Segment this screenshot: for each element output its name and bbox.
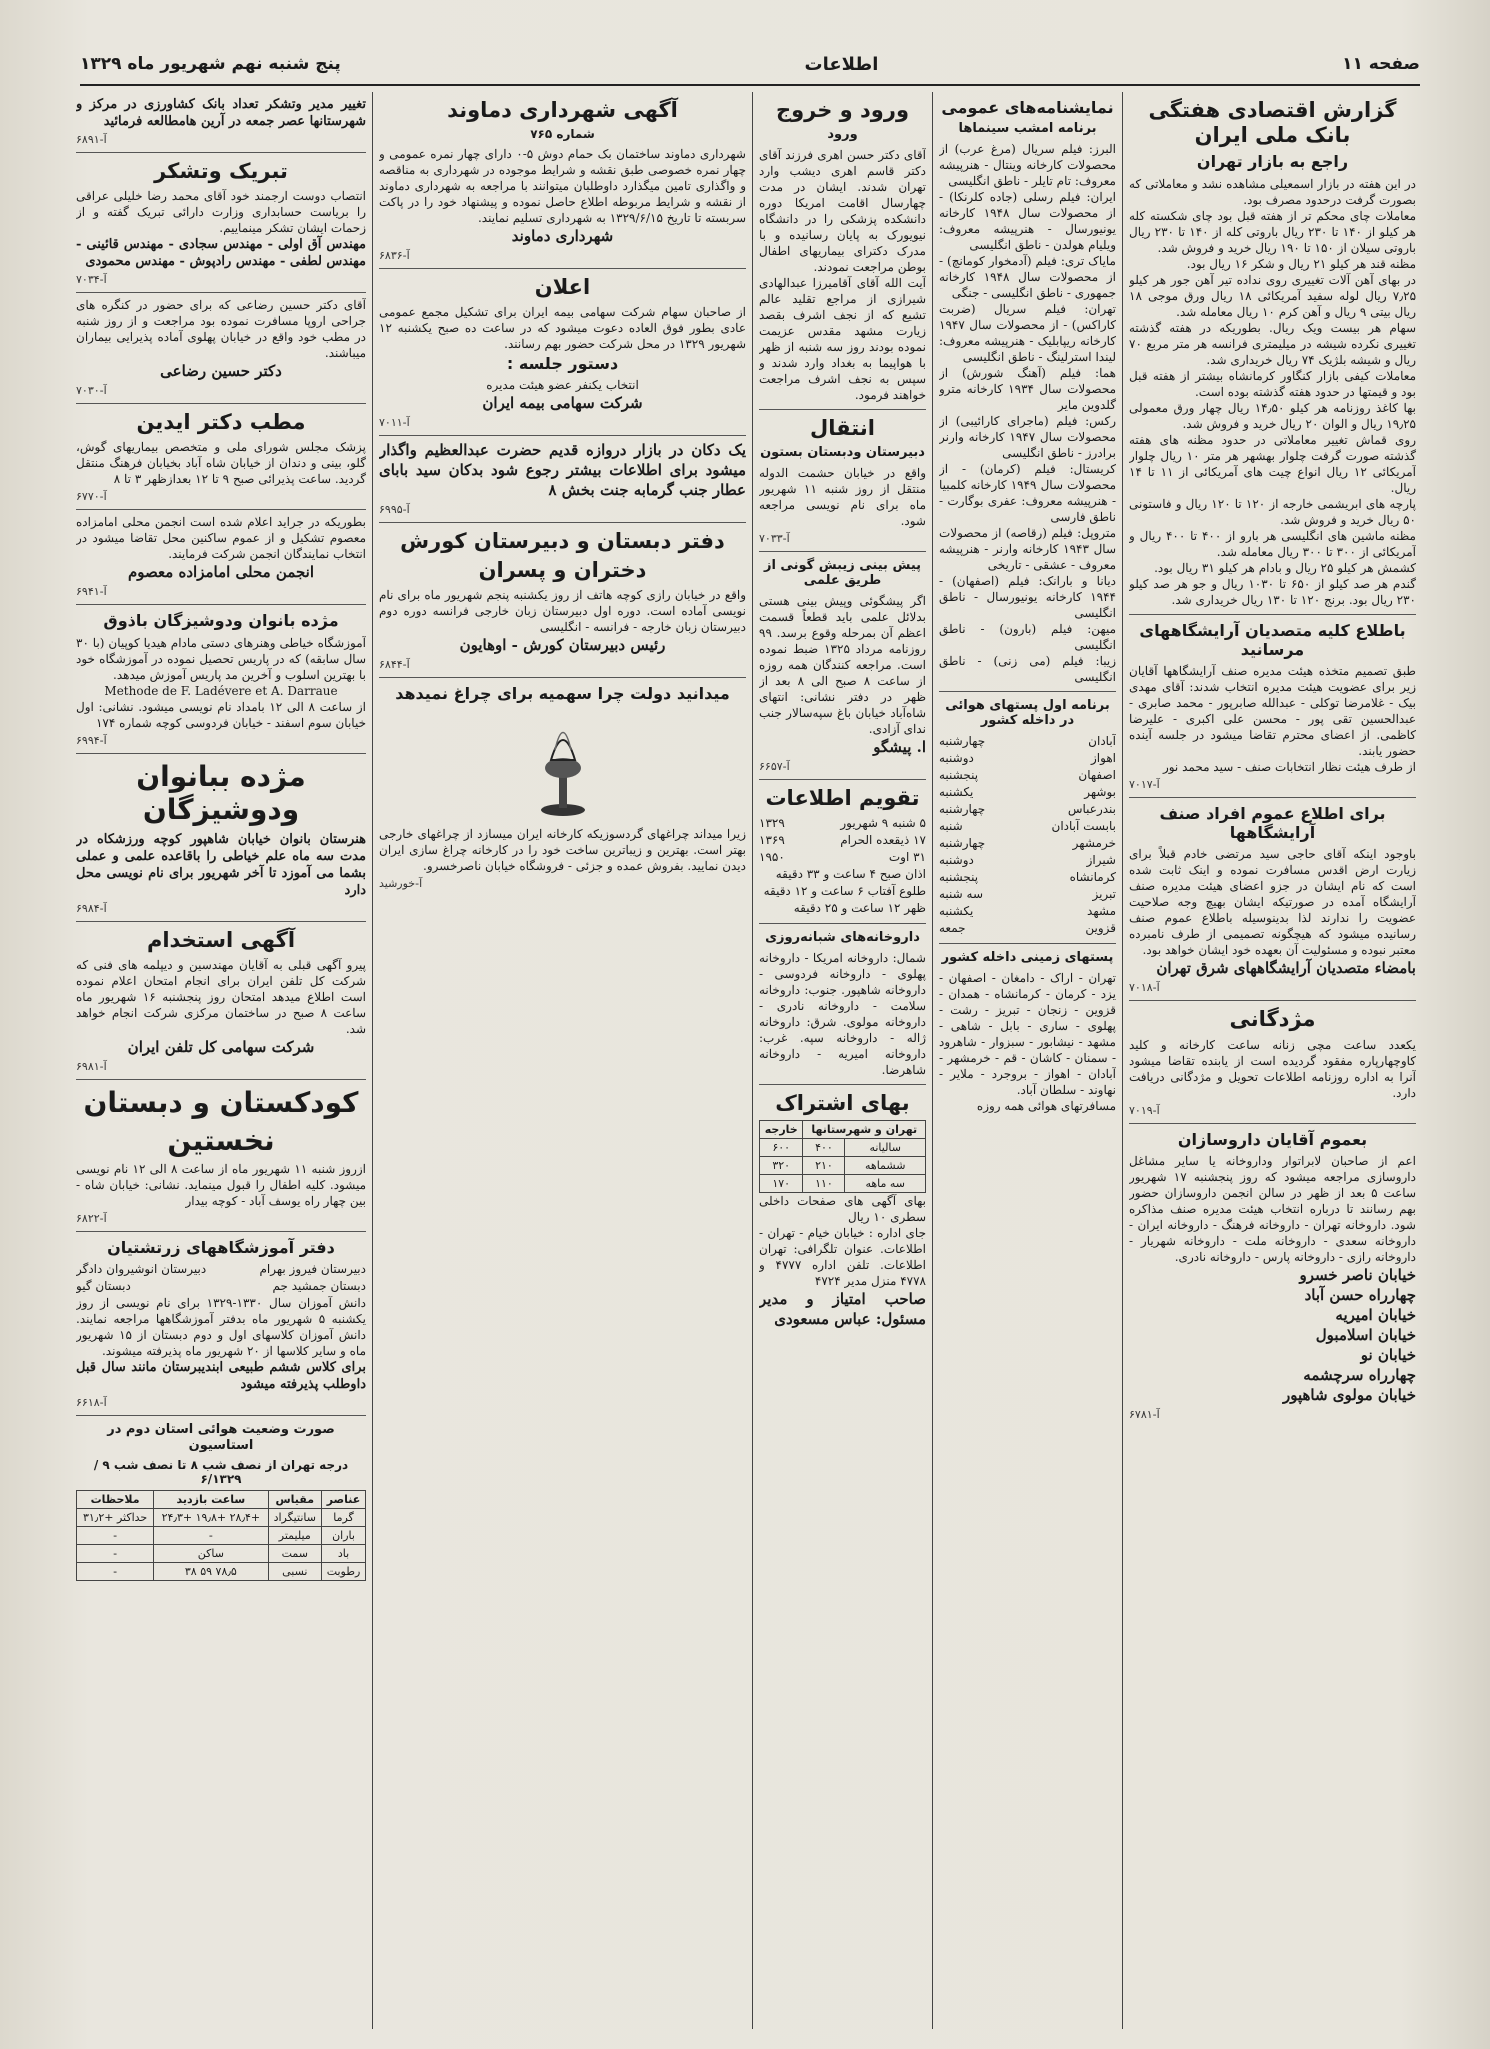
hire-body: پیرو آگهی قبلی به آقایان مهندسین و دیپلمه های فنی که شرکت کل تلفن ایران برای انجام امتحان اعلام نموده است اطلاع میدهد امتحان روز پنجشنبه ۱۶ شهریور ماه ساعت ۸ صبح در ساختمان مرکزی شرکت انجام خواهد شد. [76, 957, 366, 1036]
ad-code: آ-۶۹۹۴ [76, 733, 107, 747]
doctor-body: آقای دکتر حسین رضاعی که برای حضور در کنگره های جراحی اروپا مسافرت نموده بود مراجعت و از روز شنبه در مطب خود واقع در خیابان پهلوی آماده پذیرایی بیماران میباشند. [76, 298, 366, 361]
calendar-row: ظهر ۱۲ ساعت و ۲۵ دقیقه [793, 900, 926, 915]
school-row: دبیرستان فیروز بهرام دبیرستان انوشیروان دادگر [76, 1262, 366, 1277]
oil-lamp-icon [533, 710, 593, 820]
cinema-title: نمایشنامه‌های عمومی [941, 98, 1114, 117]
agenda-body: انتخاب یکنفر عضو هیئت مدیره [486, 377, 639, 392]
kindergarten-body: ازروز شنبه ۱۱ شهریور ماه از ساعت ۸ الی ۱۲ نام نویسی میشود. کلیه اطفال را قبول مینماید. نشانی: خیابان شاه - بین چهار راه یوسف آباد - کوچه بیدار [76, 1162, 366, 1209]
night-pharmacies-title: داروخانه‌های شبانه‌روزی [765, 929, 920, 945]
column-economic [1122, 92, 1422, 2029]
report-paragraph: پارچه های ابریشمی خارجه از ۱۲۰ تا ۱۲۰ ریال و فاستونی ۵۰ ریال خرید و فروش شد. [1129, 496, 1416, 527]
column-notices [372, 92, 752, 2029]
hire-title: آگهی استخدام [146, 927, 296, 952]
cinema-entry: متروپل: فیلم (رقاصه) از محصولات سال ۱۹۴۳ کارخانه وارنر - هنرپیشه معروف - عشقی - تاریخی [939, 525, 1116, 572]
barbers-notice-title: باطلاع کلیه متصدیان آرایشگاههای مرسانید [1139, 620, 1406, 659]
calendar [759, 780, 926, 924]
ad-code: آ-۶۶۵۷ [759, 759, 790, 773]
clinic-title: مطب دکتر ایدین [136, 410, 306, 435]
cinema-entry: تهران: فیلم سریال (ضربت کاراکس) - از محصولات سال ۱۹۴۷ کارخانه ریپابلیک - هنرپیشه معروف: لیندا استرلینگ - ناطق انگلیسی [939, 301, 1116, 364]
congrats-body: انتصاب دوست ارجمند خود آقای محمد رضا خلیلی عراقی را بریاست حسابداری وزارت دارائی تبریک گفته و از زحمات ایشان تشکر مینماییم. [76, 189, 366, 236]
forecast-title: پیش بینی زیبش گونی از طریق علمی [763, 557, 922, 589]
economic-report [1129, 92, 1416, 615]
issue-date: پنج شنبه نهم شهریور ماه ۱۳۲۹ [80, 54, 341, 74]
hire-notice [76, 922, 366, 1080]
congrats-title: تبریک وتشکر [154, 159, 288, 183]
calendar-row: ۱۷ ذیقعده الحرام ۱۳۶۹ [759, 832, 926, 847]
ad-code: آ-۶۹۸۱ [76, 1059, 107, 1073]
doctor-notice [76, 293, 366, 404]
column-cinemas [932, 92, 1122, 2029]
barbers-public-notice [1129, 798, 1416, 1001]
report-paragraph: کشمش هر کیلو ۲۵ ریال و بادام هر کیلو ۳۱ ریال بود. [1154, 560, 1416, 575]
lamp-title: میدانید دولت چرا سهمیه برای چراغ نمیدهد [395, 684, 730, 704]
weather-header: مقیاس [268, 1491, 321, 1509]
office-address: جای اداره : خیابان خیام - تهران - اطلاعات. عنوان تلگرافی: تهران اطلاعات. تلفن اداره ۴۷۷۷ و ۴۷۷۸ منزل مدیر ۴۷۲۴ [759, 1225, 926, 1288]
report-paragraph: روی قماش تغییر معاملاتی در حدود مظنه های هفته گذشته صورت گرفت چلوار بهشهر هر متر ۱۰ ریال چلوار آمریکائی ۱۲ ریال انواع چیت های آمریکائی از ۱۱ تا ۱۴ ریال. [1129, 432, 1416, 495]
report-subtitle: راجع به بازار تهران [1196, 152, 1349, 172]
pharmacists-title: بعموم آقایان داروسازان [1177, 1129, 1368, 1149]
columns [70, 92, 1422, 2029]
ad-code: آ-۶۸۳۶ [379, 248, 410, 262]
flight-row: شیراز دوشنبه [939, 852, 1116, 867]
clinic-body: پزشک مجلس شورای ملی و متخصص بیماریهای گوش، گلو، بینی و دندان از خیابان شاه آباد بخیابان فرهنگ منتقل گردید. ساعت پذیرائی صبح ۹ تا ۱۲ بعدازظهر ۳ تا ۸ [76, 440, 366, 487]
insurance-title: اعلان [534, 274, 591, 299]
ad-code: آ-۷۰۳۴ [76, 273, 107, 287]
report-paragraph: در این هفته در بازار اسمعیلی مشاهده نشد و معاملاتی که بصورت گرفت درحدود مصرف بود. [1129, 176, 1416, 207]
ad-code: آ-۶۹۹۵ [379, 502, 410, 516]
ad-code: آ-۶۷۷۰ [76, 490, 107, 504]
lamp-body: زیرا میداند چراغهای گردسوزیکه کارخانه ایران میسازد از چراغهای خارجی بهتر است. بهترین و زیباترین ساخت خود را در کارخانه چراغ سازی ایران دیدن نمایید. بفروش عمده و جزئی - فروشگاه خیابان ناصرخسرو. [379, 826, 746, 873]
calendar-row: طلوع آفتاب ۶ ساعت و ۱۲ دقیقه [763, 883, 926, 898]
ad-code: آ-۷۰۱۸ [1129, 981, 1160, 995]
art-school [76, 754, 366, 922]
arrivals-subtitle: ورود [827, 127, 858, 143]
ground-post [939, 944, 1116, 2029]
report-paragraph: گندم هر صد کیلو از ۶۵۰ تا ۱۰۳۰ ریال و جو هر صد کیلو ۲۳۰ ریال بود. برنج ۱۲۰ تا ۱۳۰ ریال خریداری شد. [1129, 576, 1416, 607]
reward-body: یکعدد ساعت مچی زنانه ساعت کارخانه و کلید کاوچهارپاره مفقود گردیده است از یابنده تقاضا میشود آنرا به اداره روزنامه اطلاعات تحویل و مژدگانی دریافت دارد. [1129, 1037, 1416, 1100]
ad-code: آ-۷۰۳۰ [76, 384, 107, 398]
street-name: خیابان ناصر خسرو [1299, 1265, 1416, 1284]
subscription-note: بهای آگهی های صفحات داخلی سطری ۱۰ ریال [759, 1193, 926, 1224]
kourosh-school [379, 523, 746, 678]
cinema-program [939, 92, 1116, 692]
barbers-notice-footer: از طرف هیئت نظار انتخابات صنف - سید محمد نور [1162, 759, 1416, 774]
barbers-notice [1129, 615, 1416, 798]
tailoring-body: آموزشگاه خیاطی وهنرهای دستی مادام هیدیا کوپیان (با ۳۰ سال سابقه) که در پاریس تحصیل نموده در آموزشگاه خود با بهترین اسلوب و آخرین مد پاریس آموزش میدهد. [76, 635, 366, 682]
flight-row: کرمانشاه پنجشنبه [939, 869, 1116, 884]
weather-header: عناصر [322, 1491, 366, 1509]
kourosh-body: واقع در خیابان رازی کوچه هاتف از روز یکشنبه پنجم شهریور ماه برای نام نویسی آماده است. دوره اول دبیرستان زبان خارجی فرانسه دوره دوم دبیرستان زبان خارجه - فرانسه - انگلیسی [379, 588, 746, 635]
report-paragraph: سهام هر بیست ویک ریال. بطوریکه در هفته گذشته تغییری نکرده شیشه در میلیمتری فرانسه هر متر مربع ۷۰ ریال و شیشه بلژیک ۷۴ ریال خریداری شد. [1129, 320, 1416, 367]
ad-code: آ-۶۸۴۴ [379, 658, 410, 672]
bank-notice-body: تغییر مدیر وتشکر تعداد بانک کشاورزی در مرکز و شهرستانها عصر جمعه در آرین هامطالعه فرمائید [76, 97, 366, 129]
barbers-notice-body: طبق تصمیم متخذه هیئت مدیره صنف آرایشگاهها آقایان زیر برای عضویت هیئت مدیره انتخاب شدند: آقای مهدی بیک - غلامرضا توکلی - عبدالله صابرپور - محمد صابری - عبدالحسین تقی پور - محسن علی اکبری - علیرضا کاظمی. از اعضای محترم تقاضا میشود در جلسه آینده حضور یابند. [1129, 663, 1416, 758]
report-paragraph: در بهای آهن آلات تغییری روی نداده تیر آهن جور هر کیلو ۷٫۲۵ ریال لوله سفید آمریکائی ۱۸ ریال ورق موجی ۱۸ ریال بیتی ۹ ریال و آهن کرم ۱۰ ریال معامله شد. [1129, 272, 1416, 319]
lamp-ad [379, 678, 746, 2029]
transfer-body: واقع در خیابان حشمت الدوله منتقل از روز شنبه ۱۱ شهریور ماه برای نام نویسی مراجعه شود. [759, 465, 926, 528]
flight-row: آبادان چهارشنبه [939, 733, 1116, 748]
ad-code: آ-۷۰۱۹ [1129, 1103, 1160, 1117]
ad-code: آ-۶۸۹۱ [76, 133, 107, 146]
flight-row: خرمشهر چهارشنبه [939, 835, 1116, 850]
insurance-body: از صاحبان سهام شرکت سهامی بیمه ایران برای تشکیل مجمع عمومی عادی بطور فوق العاده دعوت میشود که در ساعت ده صبح یکشنبه ۱۲ شهریور ۱۳۲۹ در محل شرکت حضور بهم رسانند. [379, 304, 746, 351]
reward-title: مژدگانی [1229, 1007, 1316, 1032]
weather-subtitle: درجه تهران از نصف شب ۸ تا نصف شب ۹ /۶/۱۳۲۹ [93, 1457, 349, 1486]
damavand-title: آگهی شهرداری دماوند [447, 98, 678, 122]
weather-row: گرما سانتیگراد +۲۸٫۴ +۱۹٫۸ +۲۴٫۳ حداکثر +۳۱٫۲ [77, 1509, 366, 1527]
tailoring-title: مژده بانوان ودوشیزگان باذوق [103, 611, 339, 631]
ad-code: آ-۷۰۱۱ [379, 415, 410, 429]
bank-notice [76, 92, 366, 153]
ground-post-footer: مسافرتهای هوائی همه روزه [976, 1098, 1116, 1113]
night-pharmacies-body: شمال: داروخانه امریکا - داروخانه پهلوی - داروخانه فردوسی - داروخانه شاهپور. جنوب: داروخانه سلامت - داروخانه نادری - داروخانه مولوی. شرق: داروخانه ژاله - داروخانه سپه. غرب: داروخانه امیریه - داروخانه شاهرضا. [759, 950, 926, 1077]
report-paragraph: مظنه ماشین های انگلیسی هر بارو از ۴۰۰ تا ۴۰۰ ریال و آمریکائی از ۳۰۰ تا ۳۰۰ ریال معامله شد. [1129, 528, 1416, 559]
cinema-entry: ایران: فیلم رسلی (جاده کلرنکا) - از محصولات سال ۱۹۴۸ کارخانه یونیورسال - هنرپیشه معروف: ویلیام هولدن - ناطق انگلیسی [939, 189, 1116, 252]
column-arrivals [752, 92, 932, 2029]
calendar-row: ۳۱ اوت ۱۹۵۰ [759, 849, 926, 864]
report-paragraph: معاملات چای محکم تر از هفته قبل بود چای شکسته کله هر کیلو از ۱۴۰ تا ۲۳۰ ریال باروتی کله از ۱۴۰ تا ۲۳۰ ریال باروتی سیلان از ۱۵۰ تا ۱۹۰ ریال خرید و فروش شد. [1129, 208, 1416, 255]
subscription-header: خارجه [760, 1120, 803, 1138]
flight-row: بابست آبادان شنبه [939, 818, 1116, 833]
street-name: خیابان نو [1360, 1345, 1416, 1364]
report-title: گزارش اقتصادی هفتگی بانک ملی ایران [1148, 98, 1397, 148]
zoroastrian-footer: برای کلاس ششم طبیعی ابندیبرستان مانند سال قبل داوطلب پذیرفته میشود [76, 1360, 366, 1393]
air-post [939, 692, 1116, 944]
ad-code: آ-۷۰۱۷ [1129, 777, 1160, 791]
kindergarten-name: نخستین [167, 1123, 275, 1157]
forecast-signature: ا. پیشگو [873, 737, 926, 756]
subscription-header: تهران و شهرستانها [803, 1120, 926, 1138]
weather-title: صورت وضعیت هوائی استان دوم در استاسیون [107, 1422, 335, 1453]
congrats-names: مهندس آق اولی - مهندس سجادی - مهندس قائینی - مهندس لطفی - مهندس رادپوش - مهندس محمودی [76, 237, 366, 270]
art-title: مژده ببانوان ودوشیزگان [136, 759, 306, 827]
transfer-notice [759, 410, 926, 552]
weather-table [76, 1490, 366, 1581]
ground-post-title: پستهای زمینی داخله کشور [941, 949, 1114, 965]
tailoring-school [76, 605, 366, 753]
ad-code: آ-۶۹۸۴ [76, 901, 107, 915]
kourosh-subtitle: دختران و پسران [478, 558, 647, 583]
art-body: هنرستان بانوان خیابان شاهپور کوچه ورزشکاه در مدت سه ماه علم خیاطی را باقاعده علمی و عملی بشما می آموزد تا آخر شهریور برای نام نویسی محل دارد [76, 831, 366, 898]
transfer-title: انتقال [810, 415, 875, 440]
ad-code: آ-۷۰۳۳ [759, 531, 790, 545]
report-paragraph: مظنه قند هر کیلو ۲۱ ریال و شکر ۱۶ ریال بود. [1186, 256, 1416, 271]
street-name: چهارراه سرچشمه [1303, 1365, 1416, 1384]
hire-signature: شرکت سهامی کل تلفن ایران [127, 1037, 315, 1056]
subscription [759, 1085, 926, 2029]
report-paragraph: بها کاغذ روزنامه هر کیلو ۱۴٫۵۰ ریال چهار ورق معمولی ۱۹٫۲۵ ریال و الوان ۲۰ ریال خرید و فروش شد. [1129, 400, 1416, 431]
reward-notice [1129, 1001, 1416, 1123]
doctor-signature: دکتر حسین رضاعی [160, 362, 282, 381]
shop-notice [379, 436, 746, 523]
subscription-title: بهای اشتراک [775, 1090, 910, 1115]
association-body: بطوریکه در جراید اعلام شده است انجمن محلی امامزاده معصوم تشکیل و از عموم ساکنین محل تقاضا میشود در انتخاب نمایندگان انجمن شرکت فرمایند. [76, 515, 366, 562]
cinema-entry: کریستال: فیلم (کرمان) - از محصولات سال ۱۹۴۹ کارخانه کلمبیا - هنرپیشه معروف: عفری بوگارت - ناطق فارسی [939, 461, 1116, 524]
street-name: خیابان امیریه [1335, 1305, 1416, 1324]
weather-report [76, 1416, 366, 2029]
ad-code: آ-۶۶۱۸ [76, 1396, 107, 1410]
ad-code: آ-۶۹۴۱ [76, 585, 107, 599]
flight-row: تبریز سه شنبه [939, 886, 1116, 901]
weather-row: باد سمت ساکن - [77, 1545, 366, 1563]
agenda-title: دستور جلسه : [506, 353, 619, 373]
school-row: دبستان جمشید جم دبستان گیو [76, 1279, 366, 1294]
clinic-notice [76, 404, 366, 510]
arrivals-body: آقای دکتر حسن اهری فرزند آقای دکتر قاسم اهری دیشب وارد تهران شدند. ایشان در مدت چهارسال اقامت امریکا دوره دانشکده پزشکی را در دانشگاه نیویورک به پایان رسانیده و با مدرک دکترای بیماریهای اطفال بوطن مراجعت نمودند. [759, 147, 926, 274]
weather-row: باران میلیمتر - - [77, 1527, 366, 1545]
cinema-entry: رکس: فیلم (ماجرای کارائیبی) از محصولات سال ۱۹۴۷ کارخانه وارنر برادرز - ناطق انگلیسی [939, 413, 1116, 460]
barbers-public-title: برای اطلاع عموم افراد صنف آرایشگاهها [1159, 803, 1386, 843]
damavand-body: شهرداری دماوند ساختمان بک حمام دوش ۵-۰ دارای چهار نمره عمومی و چهار نمره خصوصی طبق نقشه و شرایط موجوده در شهرداری به مناقصه و واگذاری تامین میگذارد داوطلبان میتوانند با مراجعه به شهرداری دماوند از نقشه و شرایط مربوطه اطلاع حاصل نموده و پیشنهاد خود را در پاکت سربسته تا تاریخ ۱۳۲۹/۶/۱۵ به شهرداری تسلیم نمایند. [379, 146, 746, 225]
arrivals-title: ورود و خروج [775, 98, 910, 122]
flight-row: اهواز دوشنبه [939, 750, 1116, 765]
ground-post-body: تهران - اراک - دامغان - اصفهان - یزد - کرمان - کرمانشاه - همدان - قزوین - زنجان - تبریز - رشت - پهلوی - ساری - بابل - شاهی - مشهد - نیشابور - سبزوار - شاهرود - سمنان - کاشان - قم - خرمشهر - آبادان - اهواز - بروجرد - ملایر - نهاوند - سلطان آباد. [939, 970, 1116, 1097]
insurance-notice [379, 269, 746, 436]
cinema-entry: میهن: فیلم (بارون) - ناطق انگلیسی [939, 621, 1116, 652]
newspaper-name: اطلاعات [804, 53, 879, 75]
flight-row: بندرعباس چهارشنبه [939, 801, 1116, 816]
barbers-public-sign: بامضاء متصدیان آرایشگاههای شرق تهران [1156, 959, 1416, 978]
street-name: خیابان اسلامبول [1315, 1325, 1416, 1344]
arrivals-body-2: آیت الله آقای آقامیرزا عبدالهادی شیرازی از مراجع تقلید عالم تشیع که از نجف اشرف بقصد زیارت مشهد مقدس عزیمت نموده بودند روز سه شنبه از ظهر با هواپیما به بغداد وارد شدند و سپس به نجف اشرف مراجعت خواهند فرمود. [759, 275, 926, 402]
weather-header: ملاحظات [77, 1491, 154, 1509]
kourosh-title: دفتر دبستان و دبیرستان کورش [400, 528, 725, 553]
cinema-entry: زیبا: فیلم (می زنی) - ناطق انگلیسی [939, 653, 1116, 684]
forecast-body: اگر پیشگوئی وپیش بینی هستی بدلائل علمی باید قطعاً قسمت اعظم آن بمرحله وقوع برسد. ۹۹ روزنامه مرداد ۱۳۲۵ ضبط نموده است. مراجعه کنندگان همه روزه از ساعت ۸ صبح الی ۸ بعد از ظهر در دفتر نشانی: انتهای شاه‌آباد خیابان باغ سپه‌سالار جنب ندای آزادی. [759, 593, 926, 736]
column-misc [70, 92, 372, 2029]
air-post-title: برنامه اول پستهای هوائی در داخله کشور [945, 697, 1110, 729]
tailoring-method: Methode de F. Ladévere et A. Darraue [104, 683, 338, 698]
cinema-entry: هما: فیلم (آهنگ شورش) از محصولات سال ۱۹۳۴ کارخانه مترو گلدوین مایر [939, 365, 1116, 412]
forecast-notice [759, 552, 926, 780]
damavand-notice [379, 92, 746, 269]
flight-row: مشهد یکشنبه [939, 903, 1116, 918]
damavand-number: شماره ۷۶۵ [530, 127, 595, 142]
report-paragraph: معاملات کیفی بازار کنگاور کرمانشاه بیشتر از هفته قبل بود و قیمتها در حدود هفته گذشته بوده است. [1129, 368, 1416, 399]
flight-row: اصفهان پنجشنبه [939, 767, 1116, 782]
subscription-table: تهران و شهرستانها خارجه سالیانه ۴۰۰ ۶۰۰ ششماهه ۲۱۰ ۳۲۰ سه ماهه ۱۱۰ ۱۷۰ [759, 1120, 926, 1193]
street-name: خیابان مولوی شاهپور [1283, 1385, 1416, 1404]
pharmacists-notice [1129, 1124, 1416, 2030]
association-notice [76, 510, 366, 605]
kindergarten-ad [76, 1080, 366, 1232]
night-pharmacies [759, 924, 926, 1085]
cinema-entry: مایاک تری: فیلم (آدمخوار کومانچ) - از محصولات سال ۱۹۴۸ کارخانه جمهوری - ناطق انگلیسی - جنگی [939, 253, 1116, 300]
shop-body: یک دکان در بازار دروازه قدیم حضرت عبدالعظیم واگذار میشود برای اطلاعات بیشتر رجوع شود بدکان سید بابای عطار جنب گرمابه جنت بخش ۸ [379, 440, 746, 499]
weather-header: ساعت بازدید [154, 1491, 268, 1509]
street-name: چهارراه حسن آباد [1304, 1285, 1416, 1304]
transfer-subtitle: دبیرستان ودبستان بستون [760, 444, 925, 460]
calendar-row: ۵ شنبه ۹ شهریور ۱۳۲۹ [759, 815, 926, 830]
zoroastrian-body: دانش آموزان سال ۱۳۳۰-۱۳۲۹ برای نام نویسی از روز یکشنبه ۵ شهریور ماه بدفتر آموزشگاهها مراجعه نمایند. دانش آموزان کلاسهای اول و دوم دبستان از ۱۵ شهریور ماه و سایر کلاسها از ۲۰ شهریور ماه پذیرفته میشوند. [76, 1296, 366, 1359]
damavand-signature: شهرداری دماوند [511, 226, 614, 245]
cinema-subtitle: برنامه امشب سینماها [958, 121, 1097, 137]
ad-code: آ-خورشید [379, 876, 423, 890]
congrats-notice [76, 153, 366, 293]
pharmacists-body: اعم از صاحبان لابراتوار وداروخانه یا سایر مشاغل داروسازی مراجعه میشود که روز پنجشنبه ۱۷ شهریور ساعت ۵ بعد از ظهر در سالن انجمن داروسازان حضور بهم رسانند تا درباره انتخاب هیئت مدیره صنف مذاکره شود. داروخانه تهران - داروخانه فرهنگ - داروخانه ایران - داروخانه سعدی - داروخانه ملت - داروخانه شهریار - داروخانه رازی - داروخانه پارس - داروخانه نادری. [1129, 1153, 1416, 1264]
barbers-public-body: باوجود اینکه آقای حاجی سید مرتضی خادم قبلاً برای زیارت ارض اقدس مسافرت نموده و اینک ثابت شده است که نام ایشان در جزو اعضای هیئت مدیره صنف آرایشگاه آمده در صورتیکه ایشان بهیچ وجه صلاحیت عضویت را ندارند لذا بدینوسیله باطلاع عموم صنف رسانیده میشود که هیچگونه تصمیمی از طرف نامبرده معتبر نبوده و مسئولیت آن بعهده خود ایشان خواهد بود. [1129, 847, 1416, 958]
page-number: صفحه ۱۱ [1342, 54, 1420, 74]
page-header [80, 44, 1420, 86]
flight-row: بوشهر یکشنبه [939, 784, 1116, 799]
tailoring-body-2: از ساعت ۸ الی ۱۲ بامداد نام نویسی میشود. نشانی: اول خیابان سوم اسفند - خیابان فردوسی کوچه شماره ۱۷۴ [76, 699, 366, 730]
insurance-signature: شرکت سهامی بیمه ایران [482, 393, 643, 412]
ad-code: آ-۶۸۲۲ [76, 1212, 107, 1226]
kourosh-signature: رئیس دبیرستان کورش - اوهایون [459, 636, 666, 655]
weather-row: رطوبت نسبی ۷۸٫۵ ۵۹ ۳۸ - [77, 1563, 366, 1581]
cinema-entry: دیانا و بارانک: فیلم (اصفهان) - ۱۹۴۴ کارخانه یونیورسال - ناطق انگلیسی [939, 573, 1116, 620]
kindergarten-title: کودکستان و دبستان [83, 1085, 359, 1119]
cinema-entry: البرز: فیلم سریال (مرغ عرب) از محصولات کارخانه وینتال - هنرپیشه معروف: تام تایلر - ناطق انگلیسی [939, 141, 1116, 188]
calendar-title: تقویم اطلاعات [765, 785, 920, 810]
ad-code: آ-۶۷۸۱ [1129, 1407, 1160, 1421]
zoroastrian-schools [76, 1232, 366, 1416]
calendar-row: اذان صبح ۴ ساعت و ۳۳ دقیقه [775, 866, 926, 881]
association-signature: انجمن محلی امامزاده معصوم [127, 563, 315, 582]
zoroastrian-title: دفتر آموزشگاههای زرتشتیان [107, 1238, 335, 1258]
owner-line: صاحب امتیاز و مدیر مسئول: عباس مسعودی [759, 1289, 926, 1328]
arrivals [759, 92, 926, 410]
flight-row: قزوین جمعه [939, 920, 1116, 935]
